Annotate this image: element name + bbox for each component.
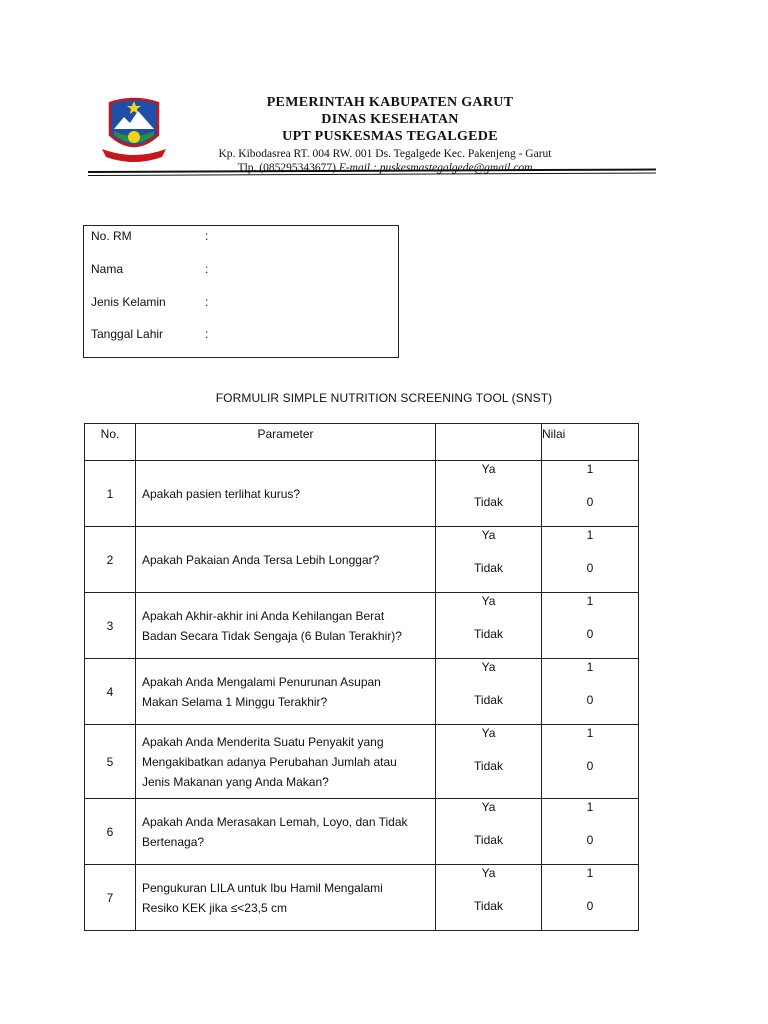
row-no: 3	[85, 593, 136, 659]
field-label: Jenis Kelamin	[91, 295, 166, 309]
institution-name: UPT PUSKESMAS TEGALGEDE	[282, 129, 498, 144]
row-values	[542, 593, 639, 659]
value-1: 1	[586, 528, 594, 542]
row-parameter	[136, 799, 436, 865]
value-0: 0	[586, 627, 594, 641]
parameter-line: Apakah Anda Menderita Suatu Penyakit yang	[142, 734, 384, 749]
row-answers	[436, 527, 542, 593]
row-parameter	[136, 659, 436, 725]
value-1: 1	[586, 462, 594, 476]
answer-ya: Ya	[481, 660, 496, 674]
answer-tidak: Tidak	[474, 759, 503, 773]
table-row	[85, 725, 639, 799]
answer-ya: Ya	[481, 726, 496, 740]
answer-tidak: Tidak	[474, 833, 503, 847]
row-values	[542, 725, 639, 799]
email: E-mail : puskesmastegalgede@gmail.com	[338, 162, 533, 174]
table-row	[85, 659, 639, 725]
row-values	[542, 865, 639, 931]
field-colon: :	[205, 327, 209, 341]
row-parameter	[136, 593, 436, 659]
field-colon: :	[205, 295, 209, 309]
row-no: 6	[85, 799, 136, 865]
department-name: DINAS KESEHATAN	[321, 112, 459, 127]
row-values	[542, 461, 639, 527]
answer-ya: Ya	[481, 800, 496, 814]
row-answers	[436, 725, 542, 799]
value-0: 0	[586, 495, 594, 509]
header-parameter: Parameter	[136, 424, 436, 461]
parameter-line: Apakah Akhir-akhir ini Anda Kehilangan Berat	[142, 608, 385, 623]
parameter-line: Apakah pasien terlihat kurus?	[142, 486, 301, 501]
value-0: 0	[586, 561, 594, 575]
table-row	[85, 865, 639, 931]
parameter-line: Apakah Anda Merasakan Lemah, Loyo, dan Tidak	[142, 814, 408, 829]
form-title: FORMULIR SIMPLE NUTRITION SCREENING TOOL (SNST)	[215, 391, 553, 405]
row-answers	[436, 799, 542, 865]
value-1: 1	[586, 660, 594, 674]
letterhead	[180, 94, 600, 146]
value-0: 0	[586, 759, 594, 773]
snst-table	[84, 423, 639, 931]
table-row	[85, 799, 639, 865]
answer-tidak: Tidak	[474, 899, 503, 913]
value-1: 1	[586, 726, 594, 740]
row-answers	[436, 593, 542, 659]
row-parameter	[136, 527, 436, 593]
answer-tidak: Tidak	[474, 627, 503, 641]
row-values	[542, 527, 639, 593]
row-values	[542, 659, 639, 725]
table-row	[85, 461, 639, 527]
patient-info-box	[83, 225, 399, 358]
answer-ya: Ya	[481, 462, 496, 476]
row-answers	[436, 461, 542, 527]
answer-ya: Ya	[481, 594, 496, 608]
address: Kp. Kibodasrea RT. 004 RW. 001 Ds. Tegalgede Kec. Pakenjeng - Garut	[218, 148, 552, 160]
kabupaten-garut-logo	[100, 95, 168, 167]
row-no: 2	[85, 527, 136, 593]
answer-ya: Ya	[481, 528, 496, 542]
header-answer	[436, 424, 542, 461]
value-1: 1	[586, 594, 594, 608]
table-header-row	[85, 424, 639, 461]
field-label: Tanggal Lahir	[91, 327, 164, 341]
value-1: 1	[586, 800, 594, 814]
value-0: 0	[586, 693, 594, 707]
parameter-line: Apakah Pakaian Anda Tersa Lebih Longgar?	[142, 552, 380, 567]
value-0: 0	[586, 833, 594, 847]
row-answers	[436, 865, 542, 931]
parameter-line: Mengakibatkan adanya Perubahan Jumlah atau	[142, 754, 397, 769]
row-parameter	[136, 725, 436, 799]
row-no: 5	[85, 725, 136, 799]
answer-tidak: Tidak	[474, 561, 503, 575]
parameter-line: Bertenaga?	[142, 834, 205, 849]
row-answers	[436, 659, 542, 725]
row-no: 7	[85, 865, 136, 931]
row-values	[542, 799, 639, 865]
parameter-line: Jenis Makanan yang Anda Makan?	[142, 774, 329, 789]
field-colon: :	[205, 229, 209, 243]
field-label: No. RM	[91, 229, 132, 243]
parameter-line: Apakah Anda Mengalami Penurunan Asupan	[142, 674, 381, 689]
field-label: Nama	[91, 262, 124, 276]
value-1: 1	[586, 866, 594, 880]
table-row	[85, 593, 639, 659]
answer-tidak: Tidak	[474, 495, 503, 509]
row-parameter	[136, 461, 436, 527]
field-colon: :	[205, 262, 209, 276]
header-nilai: Nilai	[542, 424, 639, 461]
parameter-line: Makan Selama 1 Minggu Terakhir?	[142, 694, 328, 709]
header-no: No.	[85, 424, 136, 461]
value-0: 0	[586, 899, 594, 913]
row-no: 1	[85, 461, 136, 527]
phone: Tlp. (085295343677)	[237, 162, 336, 174]
answer-ya: Ya	[481, 866, 496, 880]
answer-tidak: Tidak	[474, 693, 503, 707]
government-name: PEMERINTAH KABUPATEN GARUT	[266, 95, 514, 110]
parameter-line: Resiko KEK jika ≤<23,5 cm	[142, 900, 287, 915]
parameter-line: Pengukuran LILA untuk Ibu Hamil Mengalami	[142, 880, 383, 895]
row-parameter	[136, 865, 436, 931]
row-no: 4	[85, 659, 136, 725]
table-row	[85, 527, 639, 593]
parameter-line: Badan Secara Tidak Sengaja (6 Bulan Terakhir)?	[142, 628, 402, 643]
